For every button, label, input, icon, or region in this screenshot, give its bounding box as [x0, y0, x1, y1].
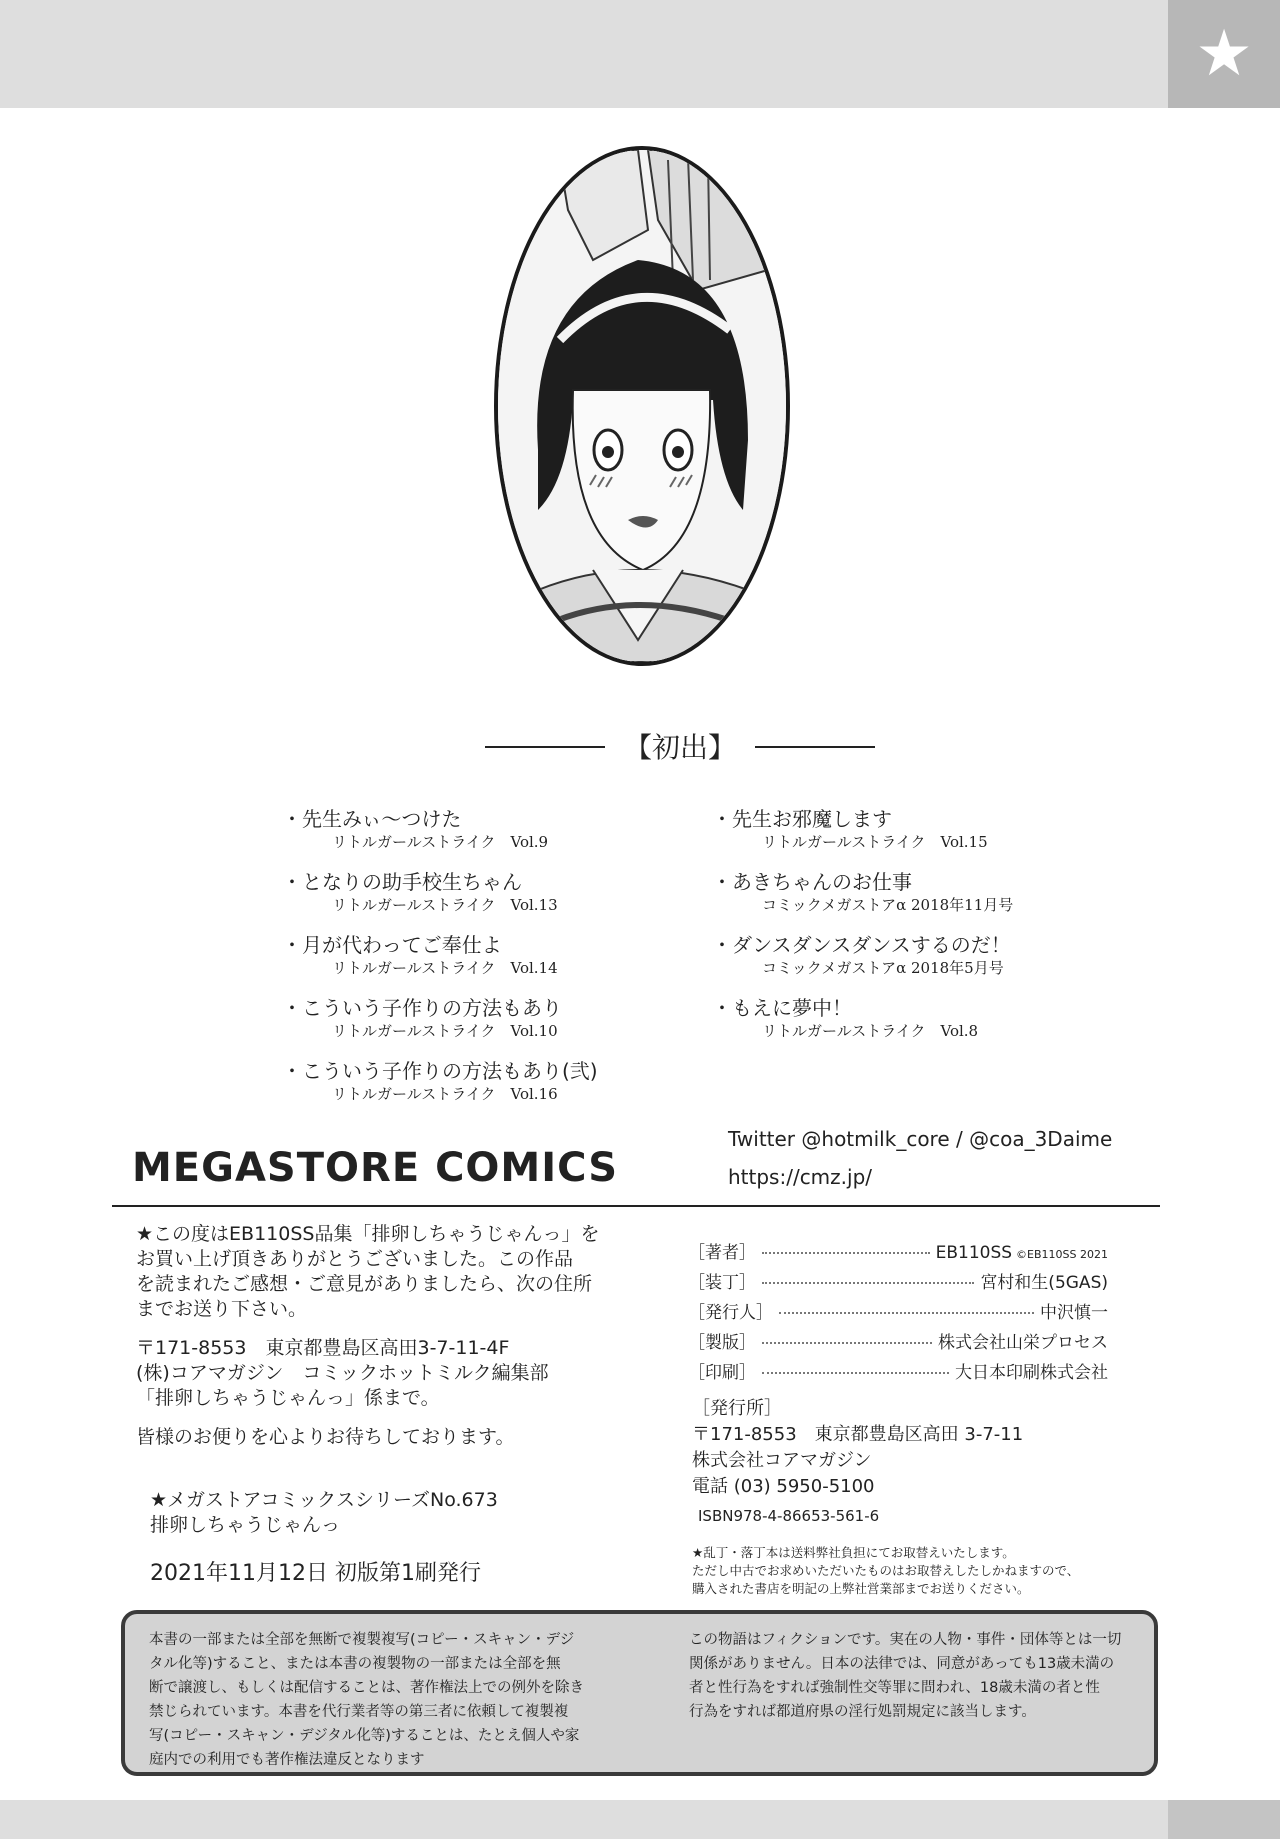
copyright-notice — [149, 1628, 591, 1772]
list-item — [282, 995, 598, 1041]
book-title: 排卵しちゃうじゃんっ — [150, 1514, 341, 1536]
credit-key: ［製版］ — [688, 1333, 756, 1353]
publication-date: 2021年11月12日 初版第1刷発行 — [150, 1561, 481, 1586]
works-list-left — [282, 806, 598, 1121]
star-icon: ★ — [1168, 0, 1280, 108]
address-line: (株)コアマガジン コミックホットミルク編集部 — [136, 1362, 549, 1384]
work-title: ・ダンスダンスダンスするのだ！ — [712, 933, 1011, 957]
credit-key: ［発行人］ — [688, 1303, 773, 1323]
bottom-corner-box — [1168, 1800, 1280, 1839]
address-line: 「排卵しちゃうじゃんっ」係まで。 — [136, 1387, 440, 1409]
credit-key: ［装丁］ — [688, 1273, 756, 1293]
twitter-link[interactable]: Twitter @hotmilk_core / @coa_3Daime — [728, 1127, 1113, 1151]
legal-line: 関係がありません。日本の法律では、同意があっても13歳未満の — [689, 1656, 1115, 1672]
work-source: コミックメガストアα 2018年5月号 — [762, 959, 1004, 977]
legal-line: 断で譲渡し、もしくは配信することは、著作権法上での例外を除き — [149, 1680, 584, 1696]
series-number: ★メガストアコミックスシリーズNo.673 — [150, 1489, 498, 1511]
credit-row — [688, 1238, 1108, 1268]
credit-key: ［印刷］ — [688, 1363, 756, 1383]
thanks-line: お買い上げ頂きありがとうございました。この作品 — [136, 1248, 574, 1270]
work-title: ・あきちゃんのお仕事 — [712, 870, 912, 894]
reader-message — [136, 1222, 656, 1450]
heading-rule-right — [755, 746, 875, 748]
work-title: ・先生みぃ〜つけた — [282, 807, 462, 831]
replacement-note — [692, 1544, 1122, 1598]
publisher-phone: 電話 (03) 5950-5100 — [692, 1476, 875, 1497]
list-item — [712, 932, 1013, 978]
work-source: リトルガールストライク Vol.13 — [332, 896, 558, 914]
publisher-info — [692, 1396, 1023, 1500]
legal-line: 禁じられています。本書を代行業者等の第三者に依頼して複製複 — [149, 1704, 569, 1720]
legal-line: 行為をすれば都道府県の淫行処罰規定に該当します。 — [689, 1704, 1036, 1720]
publisher-label: ［発行所］ — [692, 1398, 782, 1419]
illustration-drawing — [498, 150, 786, 662]
work-title: ・こういう子作りの方法もあり(弐) — [282, 1059, 598, 1083]
credit-key: ［著者］ — [688, 1243, 756, 1263]
credit-value: 宮村和生(5GAS) — [980, 1273, 1108, 1293]
isbn: ISBN978-4-86653-561-6 — [698, 1507, 880, 1525]
fiction-notice — [689, 1628, 1129, 1724]
work-source: リトルガールストライク Vol.14 — [332, 959, 558, 977]
legal-line: 庭内での利用でも著作権法違反となります — [149, 1752, 425, 1768]
list-item — [282, 1058, 598, 1104]
series-info — [150, 1488, 498, 1538]
list-item — [712, 995, 1013, 1041]
work-source: リトルガールストライク Vol.10 — [332, 1022, 558, 1040]
divider — [112, 1205, 1160, 1207]
thanks-line: までお送り下さい。 — [136, 1298, 308, 1320]
credit-value: 株式会社山栄プロセス — [938, 1333, 1108, 1353]
credit-value: EB110SS — [935, 1243, 1013, 1263]
list-item — [712, 869, 1013, 915]
work-source: リトルガールストライク Vol.9 — [332, 833, 549, 851]
list-item — [282, 869, 598, 915]
copyright-mark: ©EB110SS 2021 — [1016, 1248, 1108, 1261]
credit-row — [688, 1268, 1108, 1298]
work-title: ・こういう子作りの方法もあり — [282, 996, 562, 1020]
credits-table — [688, 1238, 1108, 1388]
list-item — [282, 932, 598, 978]
address-line: 〒171-8553 東京都豊島区高田3-7-11-4F — [136, 1337, 510, 1359]
closing-line: 皆様のお便りを心よりお待ちしております。 — [136, 1426, 515, 1448]
work-source: リトルガールストライク Vol.15 — [762, 833, 988, 851]
publisher-company: 株式会社コアマガジン — [692, 1450, 872, 1471]
works-list-right — [712, 806, 1013, 1058]
note-line: ただし中古でお求めいただいたものはお取替えしたしかねますので、 — [692, 1563, 1080, 1578]
legal-line: タル化等)すること、または本書の複製物の一部または全部を無 — [149, 1656, 561, 1672]
work-source: コミックメガストアα 2018年11月号 — [762, 896, 1014, 914]
legal-line: 者と性行為をすれば強制性交等罪に問われ、18歳未満の者と性 — [689, 1680, 1100, 1696]
legal-notice-box — [121, 1610, 1158, 1776]
publisher-address: 〒171-8553 東京都豊島区高田 3-7-11 — [692, 1424, 1024, 1445]
thanks-line: を読まれたご感想・ご意見がありましたら、次の住所 — [136, 1273, 593, 1295]
credit-row — [688, 1358, 1108, 1388]
first-published-heading — [485, 724, 875, 768]
work-source: リトルガールストライク Vol.8 — [762, 1022, 979, 1040]
work-title: ・月が代わってご奉仕よ — [282, 933, 502, 957]
cover-illustration — [494, 146, 790, 666]
legal-line: この物語はフィクションです。実在の人物・事件・団体等とは一切 — [689, 1632, 1122, 1648]
website-link[interactable]: https://cmz.jp/ — [728, 1165, 873, 1189]
list-item — [712, 806, 1013, 852]
list-item — [282, 806, 598, 852]
heading-text: 【初出】 — [623, 731, 736, 764]
work-title: ・となりの助手校生ちゃん — [282, 870, 522, 894]
credit-row — [688, 1298, 1108, 1328]
social-links — [728, 1120, 1112, 1196]
legal-line: 写(コピー・スキャン・デジタル化等)することは、たとえ個人や家 — [149, 1728, 580, 1744]
work-title: ・もえに夢中！ — [712, 996, 852, 1020]
work-source: リトルガールストライク Vol.16 — [332, 1085, 558, 1103]
bottom-band — [0, 1800, 1168, 1839]
note-line: ★乱丁・落丁本は送料弊社負担にてお取替えいたします。 — [692, 1545, 1015, 1560]
work-title: ・先生お邪魔します — [712, 807, 892, 831]
credit-row — [688, 1328, 1108, 1358]
legal-line: 本書の一部または全部を無断で複製複写(コピー・スキャン・デジ — [149, 1632, 575, 1648]
megastore-logo: MEGASTORE COMICS — [132, 1145, 619, 1191]
top-band — [0, 0, 1168, 108]
credit-value: 中沢慎一 — [1040, 1303, 1108, 1323]
credit-value: 大日本印刷株式会社 — [955, 1363, 1108, 1383]
thanks-line: ★この度はEB110SS品集「排卵しちゃうじゃんっ」を — [136, 1223, 600, 1245]
note-line: 購入された書店を明記の上弊社営業部までお送りください。 — [692, 1581, 1030, 1596]
